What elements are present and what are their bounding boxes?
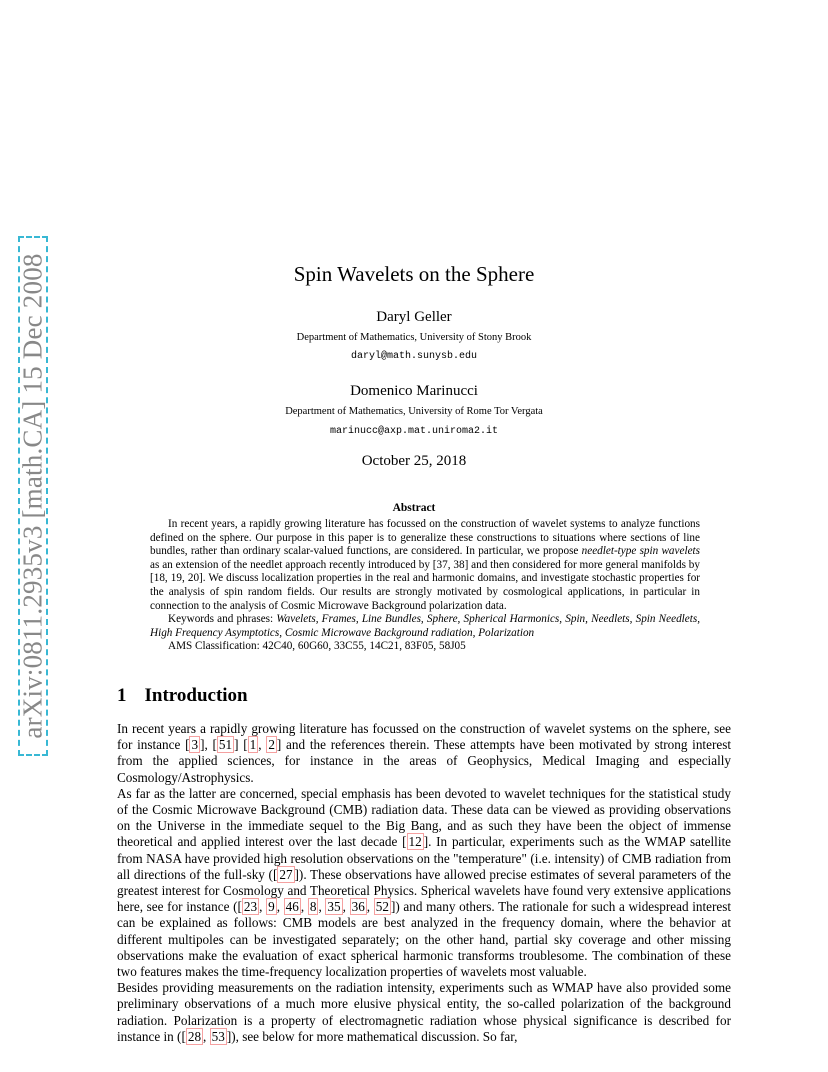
citation-link[interactable]: 46 (285, 899, 299, 915)
author-name: Daryl Geller (376, 309, 452, 325)
citation-link[interactable]: 36 (351, 899, 365, 915)
paragraph: Besides providing measurements on the radiation intensity, experiments such as WMAP have also provided some preliminary observations of a much more elusive physical entity, the so-called polarization of the background radiation. Polarization is a property of electromagnetic radiation whose physical significance is described for instance in ([ 28 , 53 ]), see below for more mathematical discussion. So far, (117, 980, 731, 1044)
paragraph: In recent years a rapidly growing literature has focussed on the construction of wavelet systems on the sphere, see for instance [ 3 ], [ 51 ] [ 1 , 2 ] and the references therein. These attempts have been motivated by strong interest from the applied sciences, for instance in the areas of Geophysics, Medical Imaging and especially Cosmology/Astrophysics. (117, 721, 731, 785)
citation-link[interactable]: 3 (191, 737, 199, 753)
author-name: Domenico Marinucci (350, 383, 478, 399)
citation-link[interactable]: 28 (187, 1028, 202, 1044)
arxiv-stamp (0, 0, 60, 1072)
citation-link[interactable]: 51 (218, 737, 233, 753)
citation-link[interactable]: 38 (453, 558, 465, 571)
citation-link[interactable]: 19 (170, 572, 182, 585)
citation-link[interactable]: 8 (309, 899, 317, 915)
author-email[interactable]: daryl@math.sunysb.edu (350, 351, 478, 362)
citation-link[interactable]: 20 (187, 572, 200, 585)
abstract-text: In recent years, a rapidly growing literature has focussed on the construction of wavelet systems to analyze functions defined on the sphere. Our purpose in this paper is to generalize these constructions to situations where sections of line bundles, rather than ordinary scalar-valued functions, are considered. In particular, we propose needlet-type spin wavelets as an extension of the needlet approach recently introduced by [37, 38] and then considered for more general manifolds by [18, 19, 20]. We discuss localization properties in the real and harmonic domains, and investigate stochastic properties for the analysis of spin random fields. Our results are strongly motivated by cosmological applications, in particular in connection to the analysis of Cosmic Microwave Background polarization data. (150, 518, 701, 612)
author-affiliation: Department of Mathematics, University of Rome Tor Vergata (285, 406, 543, 417)
keywords: Keywords and phrases: Wavelets, Frames, Line Bundles, Sphere, Spherical Harmonics, Spin, Needlets, Spin Needlets, High Frequency Asymptotics, Cosmic Microwave Background radiation, Polarization (150, 613, 700, 639)
citation-link[interactable]: 35 (327, 899, 341, 915)
citation-link[interactable]: 52 (375, 899, 389, 915)
author-affiliation: Department of Mathematics, University of Stony Brook (296, 332, 532, 343)
citation-link[interactable]: 53 (211, 1028, 225, 1044)
citation-link[interactable]: 27 (279, 866, 293, 882)
abstract-heading: Abstract (392, 502, 436, 514)
citation-link[interactable]: 9 (268, 899, 275, 915)
paper-title: Spin Wavelets on the Sphere (293, 262, 535, 286)
paper-date: October 25, 2018 (361, 453, 467, 469)
emphasis: needlet-type spin wavelets (581, 545, 700, 558)
ams-classification: AMS Classification: 42C40, 60G60, 33C55, 14C21, 83F05, 58J05 (168, 640, 466, 653)
citation-link[interactable]: 12 (408, 834, 422, 850)
arxiv-id[interactable]: arXiv:0811.2935v3 [math.CA] 15 Dec 2008 (17, 253, 48, 739)
section-body (117, 721, 731, 1045)
paragraph: As far as the latter are concerned, special emphasis has been devoted to wavelet techniques for the statistical study of the Cosmic Microwave Background (CMB) radiation data. These data can be viewed as providing observations on the Universe in the immediate sequel to the Big Bang, and as such they have been the object of immense theoretical and applied interest over the last decade [ 12 ]. In particular, experiments such as the WMAP satellite from NASA have provided high resolution observations on the "temperature" (i.e. intensity) of CMB radiation from all directions of the full-sky ([ 27 ]). These observations have allowed precise estimates of several parameters of the greatest interest for Cosmology and Theoretical Physics. Spherical wavelets have found very extensive applications here, see for instance ([ 23 , 9 , 46 , 8 , 35 , 36 , 52 ]) and many others. The rationale for such a widespread interest can be explained as follows: CMB models are best analyzed in the frequency domain, where the behavior at different multipoles can be investigated separately; on the other hand, partial sky coverage and other missing observations make the evaluation of exact spherical harmonic transforms troublesome. The combination of these two features makes the time-frequency localization properties of wavelets most valuable. (117, 785, 732, 980)
citation-link[interactable]: 18 (153, 572, 165, 585)
citation-link[interactable]: 2 (268, 737, 275, 753)
abstract-body (150, 518, 700, 654)
section-heading: 1 Introduction (117, 685, 248, 706)
citation-link[interactable]: 1 (249, 737, 257, 753)
citation-link[interactable]: 37 (436, 558, 448, 571)
citation-link[interactable]: 23 (243, 899, 258, 915)
author-email[interactable]: marinucc@axp.mat.uniroma2.it (329, 426, 499, 437)
